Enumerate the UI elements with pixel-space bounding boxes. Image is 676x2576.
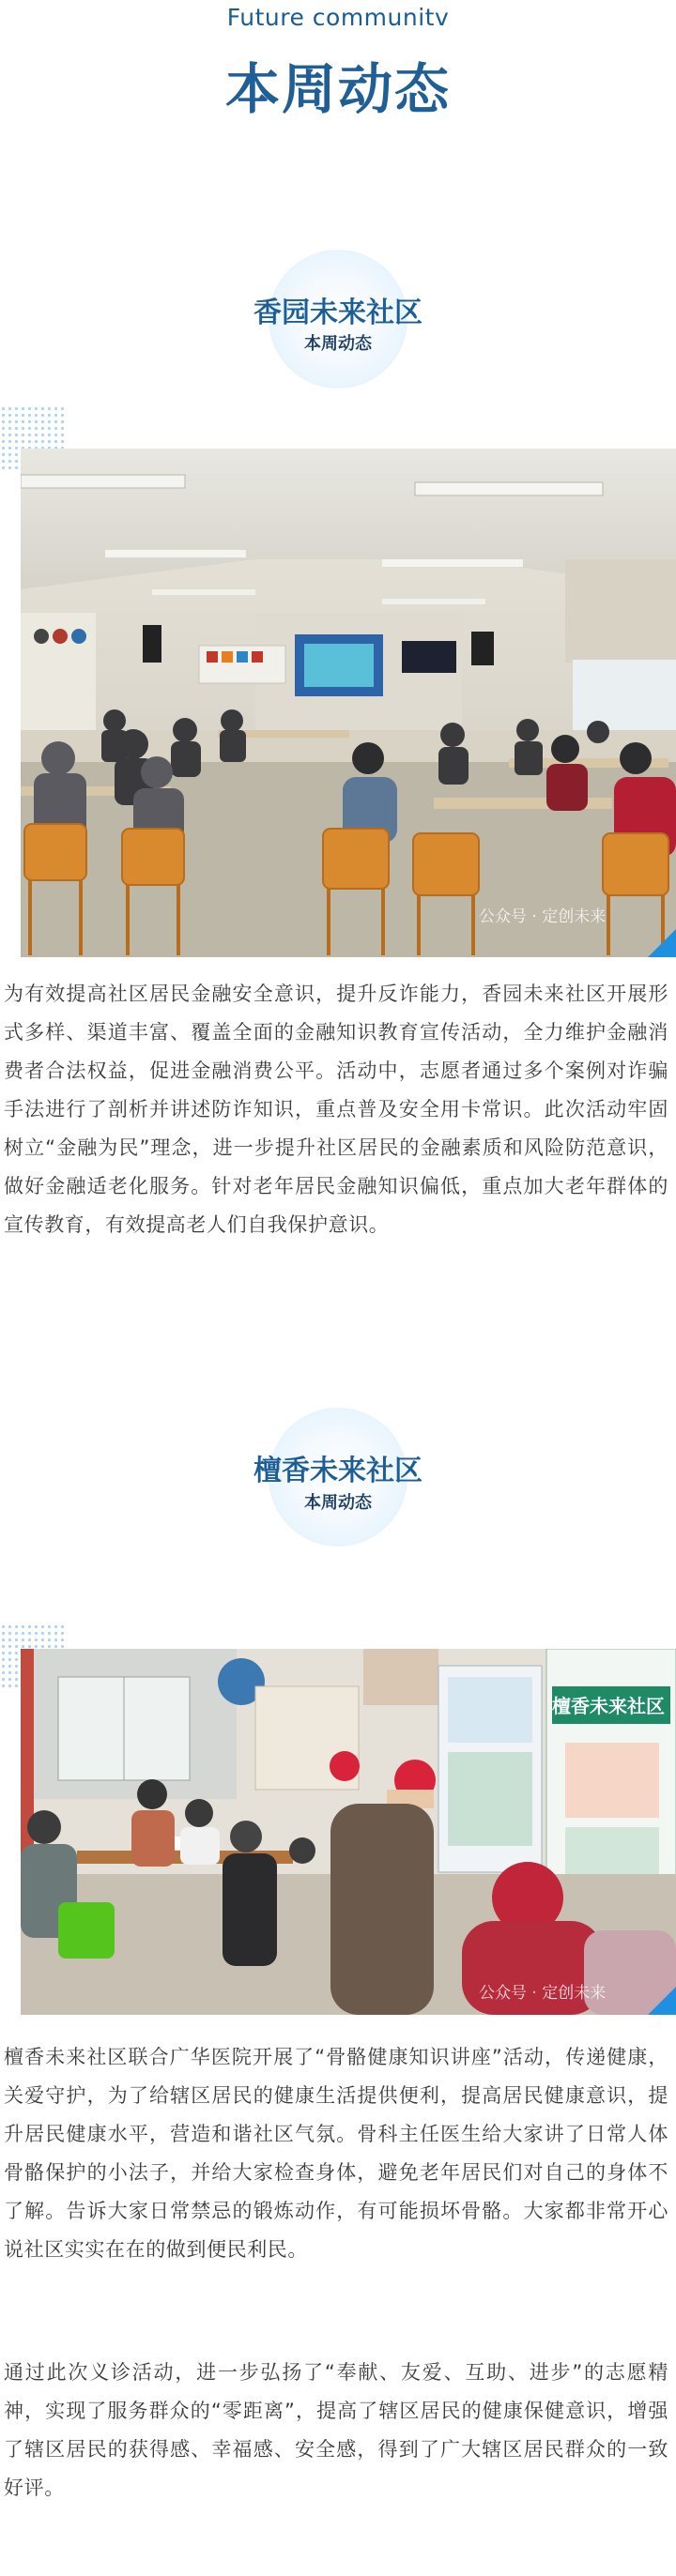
header-subtitle: Future communitv [226,4,450,31]
section-tag: 本周动态 [304,1493,372,1513]
classroom-photo [21,449,676,957]
clinic-photo [21,1649,676,2015]
section-photo [21,1649,676,2015]
section-title: 檀香未来社区 [254,1455,422,1487]
section-paragraph: 为有效提高社区居民金融安全意识，提升反诈能力，香园未来社区开展形式多样、渠道丰富、覆盖全面的金融知识教育宣传活动，全力维护金融消费者合法权益，促进金融消费公平。活动中，志愿者通过多个案例对诈骗手法进行了剖析并讲述防诈知识，重点普及安全用卡常识。此次活动牢固树立“金融为民”理念，进一步提升社区居民的金融素质和风险防范意识，做好金融适老化服务。针对老年居民金融知识偏低，重点加大老年群体的宣传教育，有效提高老人们自我保护意识。 [4,983,668,1236]
section-paragraph: 通过此次义诊活动，进一步弘扬了“奉献、友爱、互助、进步”的志愿精神，实现了服务群众的“零距离”，提高了辖区居民的健康保健意识，增强了辖区居民的获得感、幸福感、安全感，得到了广大辖区居民群众的一致好评。 [4,2361,668,2499]
watermark: 公众号 · 定创未来 [479,907,607,926]
header-title: 本周动态 [224,57,451,121]
section-tag: 本周动态 [304,334,372,354]
corner-accent [648,1987,676,2015]
section-title: 香园未来社区 [254,297,422,329]
poster-title: 檀香未来社区 [552,1695,665,1717]
section-photo [21,449,676,957]
watermark: 公众号 · 定创未来 [479,1984,607,2003]
section-paragraph: 檀香未来社区联合广华医院开展了“骨骼健康知识讲座”活动，传递健康，关爱守护，为了给辖区居民的健康生活提供便利，提高居民健康意识，提升居民健康水平，营造和谐社区气氛。骨科主任医生给大家讲了日常人体骨骼保护的小法子，并给大家检查身体，避免老年居民们对自己的身体不了解。告诉大家日常禁忌的锻炼动作，有可能损坏骨骼。大家都非常开心说社区实实在在的做到便民利民。 [4,2046,668,2261]
corner-accent [648,929,676,957]
